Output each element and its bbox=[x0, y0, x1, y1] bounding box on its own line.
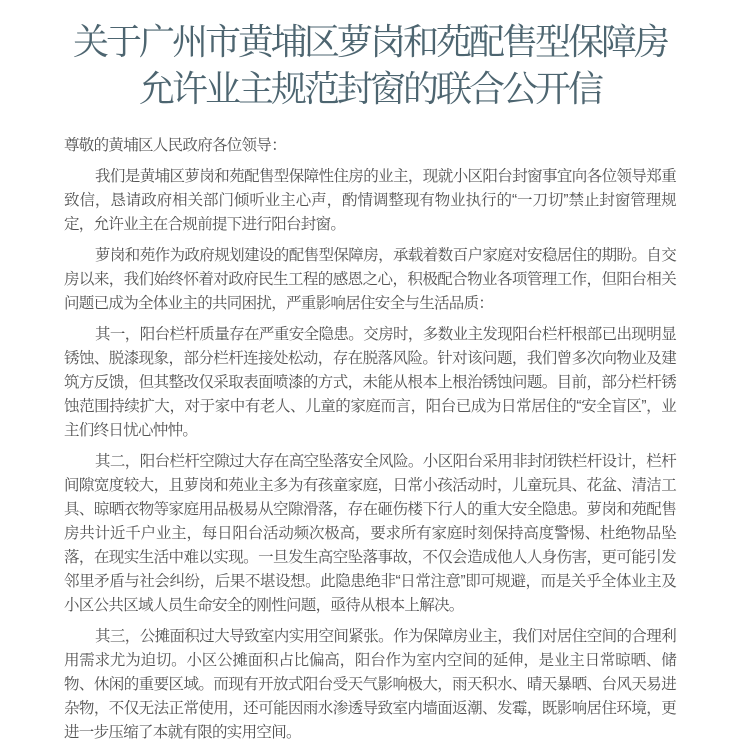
paragraph-issue-3: 其三，公摊面积过大导致室内实用空间紧张。作为保障房业主，我们对居住空间的合理利用需求尤为迫切。小区公摊面积占比偏高，阳台作为室内空间的延伸，是业主日常晾晒、储物、休闲的重要区域。而现有开放式阳台受天气影响极大，雨天积水、晴天暴晒、台风天易进杂物，不仅无法正常使用，还可能因雨水渗透导致室内墙面返潮、发霉，既影响居住环境，更进一步压缩了本就有限的实用空间。 bbox=[64, 628, 676, 741]
letter-title-line-1: 关于广州市黄埔区萝岗和苑配售型保障房 bbox=[72, 21, 667, 62]
paragraph-issue-2: 其二，阳台栏杆空隙过大存在高空坠落安全风险。小区阳台采用非封闭铁栏杆设计，栏杆间隙宽度较大，且萝岗和苑业主多为有孩童家庭，日常小孩活动时，儿童玩具、花盆、清洁工具、晾晒衣物等家庭用品极易从空隙滑落，存在砸伤楼下行人的重大安全隐患。萝岗和苑配售房共计近千户业主，每日阳台活动频次极高，要求所有家庭时刻保持高度警惕、杜绝物品坠落，在现实生活中难以实现。一旦发生高空坠落事故，不仅会造成他人人身伤害，更可能引发邻里矛盾与社会纠纷，后果不堪设想。此隐患绝非“日常注意”即可规避，而是关乎全体业主及小区公共区域人员生命安全的刚性问题，亟待从根本上解决。 bbox=[64, 453, 676, 614]
letter-title-line-2: 允许业主规范封窗的联合公开信 bbox=[138, 68, 601, 109]
paragraph-intro: 我们是黄埔区萝岗和苑配售型保障性住房的业主，现就小区阳台封窗事宜向各位领导郑重致信，恳请政府相关部门倾听业主心声，酌情调整现有物业执行的“一刀切”禁止封窗管理规定，允许业主在合规前提下进行阳台封窗。 bbox=[64, 168, 676, 233]
letter-title bbox=[34, 18, 706, 112]
salutation: 尊敬的黄埔区人民政府各位领导： bbox=[64, 137, 287, 154]
letter-body bbox=[64, 134, 676, 745]
paragraph-background: 萝岗和苑作为政府规划建设的配售型保障房，承载着数百户家庭对安稳居住的期盼。自交房以来，我们始终怀着对政府民生工程的感恩之心，积极配合物业各项管理工作，但阳台相关问题已成为全体业主的共同困扰，严重影响居住安全与生活品质： bbox=[64, 247, 676, 312]
paragraph-issue-1: 其一，阳台栏杆质量存在严重安全隐患。交房时，多数业主发现阳台栏杆根部已出现明显锈蚀、脱漆现象，部分栏杆连接处松动，存在脱落风险。针对该问题，我们曾多次向物业及建筑方反馈，但其整改仅采取表面喷漆的方式，未能从根本上根治锈蚀问题。目前，部分栏杆锈蚀范围持续扩大，对于家中有老人、儿童的家庭而言，阳台已成为日常居住的“安全盲区”，业主们终日忧心忡忡。 bbox=[64, 326, 676, 439]
